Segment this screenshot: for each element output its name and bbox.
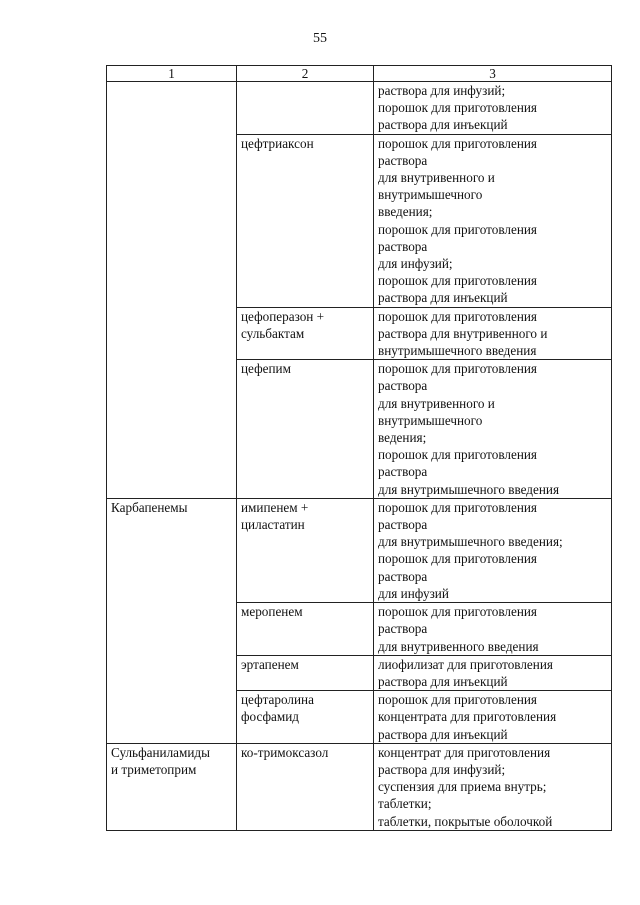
dosage-form-line: таблетки, покрытые оболочкой [378, 813, 553, 829]
group-cell [107, 498, 237, 743]
drug-line: эртапенем [241, 656, 299, 672]
drug-cell [237, 743, 374, 830]
dosage-form-line: внутримышечного [378, 187, 483, 203]
column-header-3: 3 [374, 66, 612, 82]
drug-line: цефтаролина [241, 692, 314, 708]
dosage-form-line: для внутривенного и [378, 170, 495, 186]
dosage-form-line: порошок для приготовления [378, 361, 538, 377]
group-line: Сульфаниламиды [111, 744, 210, 760]
drug-cell [237, 82, 374, 135]
group-line: Карбапенемы [111, 499, 188, 515]
dosage-form-line: ведения; [378, 430, 427, 446]
dosage-form-line: введения; [378, 204, 433, 220]
table-row [107, 498, 612, 602]
drug-line: цефепим [241, 361, 291, 377]
dosage-form-line: для инфузий; [378, 256, 453, 272]
dosage-form-line: для внутримышечного введения [378, 481, 560, 497]
dosage-form-line: раствора для инфузий; [378, 761, 506, 777]
dosage-form-line: концентрат для приготовления [378, 744, 551, 760]
dosage-form-line: порошок для приготовления [378, 499, 538, 515]
drug-line: имипенем + [241, 499, 309, 515]
dosage-form-line: раствора для инъекций [378, 673, 508, 689]
dosage-form-line: для внутривенного и [378, 395, 495, 411]
dosage-form-cell [374, 743, 612, 830]
dosage-form-cell [374, 82, 612, 135]
dosage-form-line: суспензия для приема внутрь; [378, 779, 547, 795]
dosage-form-line: раствора для инфузий; [378, 83, 506, 98]
column-header-1: 1 [107, 66, 237, 82]
dosage-form-line: порошок для приготовления [378, 273, 538, 289]
table-row [107, 743, 612, 830]
drug-line: цефоперазон + [241, 308, 325, 324]
drug-table [106, 65, 612, 831]
dosage-form-line: раствора [378, 152, 428, 168]
drug-line: фосфамид [241, 709, 299, 725]
dosage-form-line: раствора для инъекций [378, 290, 508, 306]
dosage-form-cell [374, 691, 612, 744]
drug-cell [237, 307, 374, 360]
drug-line: меропенем [241, 604, 303, 620]
drug-line: цефтриаксон [241, 135, 314, 151]
dosage-form-line: порошок для приготовления [378, 100, 538, 116]
dosage-form-line: порошок для приготовления [378, 135, 538, 151]
dosage-form-line: порошок для приготовления [378, 221, 538, 237]
dosage-form-line: раствора [378, 464, 428, 480]
drug-cell [237, 603, 374, 656]
drug-line: циластатин [241, 517, 305, 533]
dosage-form-cell [374, 603, 612, 656]
dosage-form-line: для внутривенного введения [378, 638, 539, 654]
dosage-form-line: внутримышечного введения [378, 343, 537, 359]
dosage-form-line: для внутримышечного введения; [378, 534, 563, 550]
drug-line: ко-тримоксазол [241, 744, 329, 760]
dosage-form-cell [374, 134, 612, 307]
table-body [107, 82, 612, 831]
drug-cell [237, 655, 374, 690]
dosage-form-line: раствора для инъекций [378, 117, 508, 133]
dosage-form-line: раствора [378, 621, 428, 637]
drug-cell [237, 498, 374, 602]
dosage-form-line: концентрата для приготовления [378, 709, 557, 725]
dosage-form-line: раствора [378, 568, 428, 584]
dosage-form-line: внутримышечного [378, 412, 483, 428]
dosage-form-line: порошок для приготовления [378, 692, 538, 708]
dosage-form-cell [374, 307, 612, 360]
dosage-form-line: раствора [378, 238, 428, 254]
table-row [107, 82, 612, 135]
dosage-form-line: порошок для приготовления [378, 604, 538, 620]
dosage-form-cell [374, 360, 612, 499]
group-cell [107, 82, 237, 499]
group-line: и триметоприм [111, 761, 197, 777]
drug-cell [237, 134, 374, 307]
dosage-form-line: порошок для приготовления [378, 551, 538, 567]
dosage-form-cell [374, 498, 612, 602]
page-number: 55 [313, 31, 327, 46]
column-header-2: 2 [237, 66, 374, 82]
dosage-form-line: порошок для приготовления [378, 447, 538, 463]
group-cell [107, 743, 237, 830]
dosage-form-line: порошок для приготовления [378, 308, 538, 324]
drug-cell [237, 691, 374, 744]
dosage-form-line: раствора для инъекций [378, 726, 508, 742]
drug-cell [237, 360, 374, 499]
table-header-row [107, 66, 612, 82]
dosage-form-line: раствора [378, 517, 428, 533]
dosage-form-line: таблетки; [378, 796, 432, 812]
dosage-form-line: лиофилизат для приготовления [378, 656, 553, 672]
dosage-form-cell [374, 655, 612, 690]
dosage-form-line: раствора [378, 378, 428, 394]
dosage-form-line: раствора для внутривенного и [378, 325, 548, 341]
dosage-form-line: для инфузий [378, 585, 449, 601]
drug-line: сульбактам [241, 325, 305, 341]
